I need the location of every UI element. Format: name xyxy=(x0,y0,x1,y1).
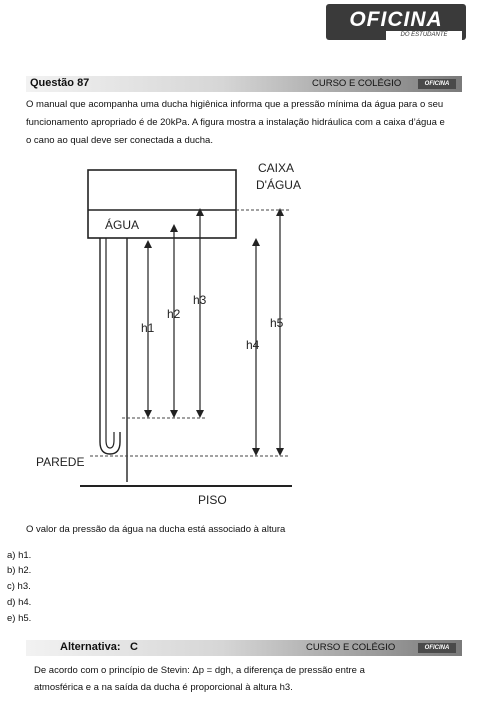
option-b: b) h2. xyxy=(7,565,32,576)
label-h1: h1 xyxy=(141,321,155,335)
label-piso: PISO xyxy=(198,493,227,507)
pipe-inner xyxy=(106,238,114,448)
option-c: c) h3. xyxy=(7,581,31,592)
explanation-line-2: atmosférica e a na saída da ducha é proporcional à altura h3. xyxy=(34,682,293,693)
label-parede: PAREDE xyxy=(36,455,85,469)
label-dagua: D'ÁGUA xyxy=(256,178,301,192)
statement-line-2: funcionamento apropriado é de 20kPa. A figura mostra a instalação hidráulica com a caixa d’água e xyxy=(26,117,445,128)
answer-label: Alternativa: xyxy=(60,641,121,653)
label-h5: h5 xyxy=(270,316,284,330)
hydraulic-diagram xyxy=(30,152,320,512)
diagram-svg xyxy=(30,152,320,512)
question-prompt: O valor da pressão da água na ducha está associado à altura xyxy=(26,524,286,535)
explanation-line-1: De acordo com o princípio de Stevin: Δp = dgh, a diferença de pressão entre a xyxy=(34,665,365,676)
option-a: a) h1. xyxy=(7,550,32,561)
label-h3: h3 xyxy=(193,293,207,307)
statement-line-3: o cano ao qual deve ser conectada a ducha. xyxy=(26,135,213,146)
answer-bar xyxy=(26,640,462,656)
option-e: e) h5. xyxy=(7,613,32,624)
label-h2: h2 xyxy=(167,307,181,321)
question-number: Questão 87 xyxy=(30,77,90,89)
question-header-bar xyxy=(26,76,462,92)
label-agua: ÁGUA xyxy=(105,218,140,232)
oficina-logo xyxy=(326,4,466,40)
answer-course-label: CURSO E COLÉGIO xyxy=(306,642,396,653)
course-label: CURSO E COLÉGIO xyxy=(312,78,402,89)
statement-line-1: O manual que acompanha uma ducha higiênica informa que a pressão mínima da água para o seu xyxy=(26,99,444,110)
answer-oficina-badge: OFICINA xyxy=(418,643,456,653)
option-d: d) h4. xyxy=(7,597,32,608)
logo-subtitle: DO ESTUDANTE xyxy=(386,31,462,40)
pipe xyxy=(100,238,120,454)
oficina-badge: OFICINA xyxy=(418,79,456,89)
logo-text: OFICINA xyxy=(349,8,443,31)
label-h4: h4 xyxy=(246,338,260,352)
label-caixa: CAIXA xyxy=(258,161,295,175)
answer-letter: C xyxy=(130,641,138,653)
